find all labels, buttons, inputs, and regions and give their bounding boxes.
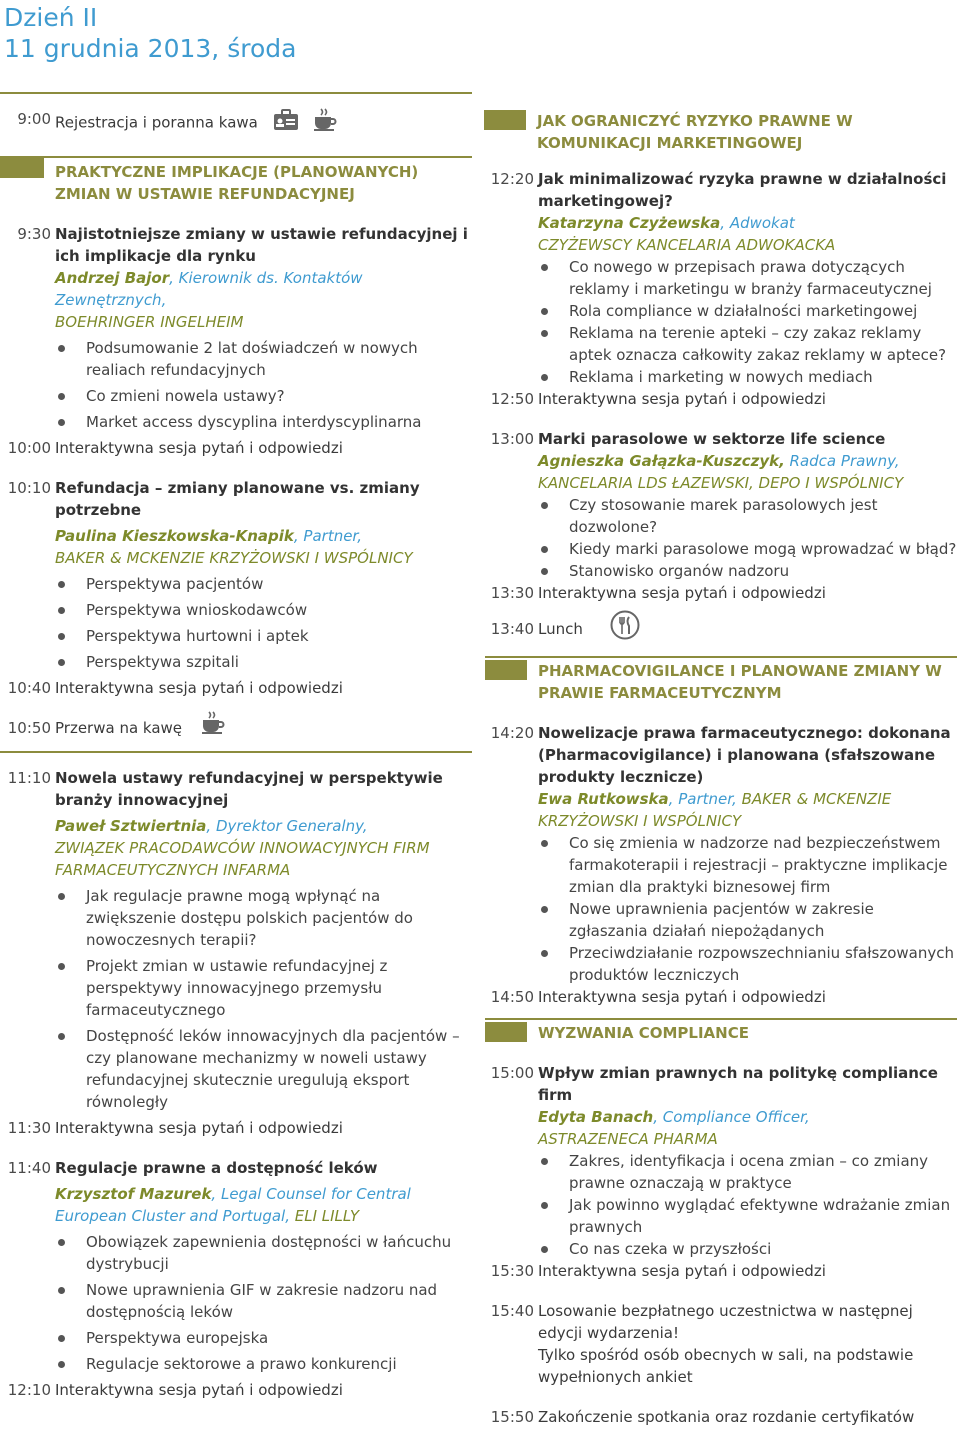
bullet-list [483, 494, 957, 582]
lottery-note: Tylko spośród osób obecnych w sali, na podstawie wypełnionych ankiet [538, 1346, 914, 1386]
fork-knife-icon [610, 610, 640, 646]
list-item: Jak powinno wyglądać efektywne wdrażanie zmian prawnych [538, 1194, 957, 1238]
bullet-list [0, 885, 472, 1113]
coffee-text: Przerwa na kawę [55, 719, 183, 737]
list-item: Perspektywa europejska [55, 1327, 472, 1349]
talk-title: Regulacje prawne a dostępność leków [55, 1159, 378, 1177]
closing-row [483, 1406, 957, 1428]
time-label: 15:00 [490, 1064, 534, 1082]
speaker-role: , Adwokat [720, 214, 795, 232]
bullet-list [0, 573, 472, 673]
qa-text: Interaktywna sesja pytań i odpowiedzi [55, 1119, 343, 1137]
bullet-list [483, 832, 957, 986]
badge-icon [273, 109, 299, 137]
section-header [0, 158, 472, 205]
talk-row [0, 1157, 472, 1179]
list-item: Co nas czeka w przyszłości [538, 1238, 957, 1260]
section-marker [0, 158, 44, 178]
left-column [0, 92, 472, 1401]
section-marker [485, 660, 527, 680]
day-label: Dzień II [4, 3, 98, 32]
list-item: Czy stosowanie marek parasolowych jest dozwolone? [538, 494, 957, 538]
speaker-role: , Compliance Officer, [653, 1108, 810, 1126]
list-item: Obowiązek zapewnienia dostępności w łańcuchu dystrybucji [55, 1231, 472, 1275]
speaker-name: Paulina Kieszkowska-Knapik [55, 527, 294, 545]
speaker [538, 212, 957, 256]
time-label: 15:30 [490, 1262, 534, 1280]
section-title: PHARMACOVIGILANCE I PLANOWANE ZMIANY W PRAWIE FARMACEUTYCZNYM [538, 662, 942, 702]
section-title: WYZWANIA COMPLIANCE [538, 1024, 749, 1042]
section-header [483, 110, 957, 154]
speaker-name: Paweł Sztwiertnia [55, 817, 207, 835]
company-name: ELI LILLY [294, 1207, 359, 1225]
list-item: Regulacje sektorowe a prawo konkurencji [55, 1353, 472, 1375]
qa-row [0, 437, 472, 459]
list-item: Reklama na terenie apteki – czy zakaz reklamy aptek oznacza całkowity zakaz reklamy w aptece? [538, 322, 957, 366]
qa-row [483, 1260, 957, 1282]
registration-text: Rejestracja i poranna kawa [55, 113, 258, 132]
qa-text: Interaktywna sesja pytań i odpowiedzi [55, 439, 343, 457]
qa-text: Interaktywna sesja pytań i odpowiedzi [55, 679, 343, 697]
talk-row [483, 1062, 957, 1106]
bullet-list [483, 1150, 957, 1260]
time-label: 10:40 [7, 679, 51, 697]
section-title: PRAKTYCZNE IMPLIKACJE (PLANOWANYCH) ZMIAN W USTAWIE REFUNDACYJNEJ [55, 163, 419, 203]
time-label: 11:10 [7, 769, 51, 787]
list-item: Co zmieni nowela ustawy? [55, 385, 472, 407]
time-label: 15:40 [490, 1302, 534, 1320]
time-label: 12:10 [7, 1381, 51, 1399]
lottery-row [483, 1300, 957, 1388]
list-item: Perspektywa wnioskodawców [55, 599, 472, 621]
right-column [483, 110, 957, 1428]
talk-title: Nowelizacje prawa farmaceutycznego: dokonana (Pharmacovigilance) i planowana (sfałszowane produkty lecznicze) [538, 724, 951, 786]
speaker-role: , Partner, [668, 790, 737, 808]
company-name: KANCELARIA LDS ŁAZEWSKI, DEPO I WSPÓLNICY [538, 474, 904, 492]
speaker [55, 1183, 472, 1227]
speaker-name: Krzysztof Mazurek [55, 1185, 212, 1203]
company-name: ZWIĄZEK PRACODAWCÓW INNOWACYJNYCH FIRM FARMACEUTYCZNYCH INFARMA [55, 839, 430, 879]
talk-row [0, 223, 472, 267]
lottery-text: Losowanie bezpłatnego uczestnictwa w następnej edycji wydarzenia! [538, 1302, 913, 1342]
company-name: BAKER & MCKENZIE KRZYŻOWSKI I WSPÓLNICY [55, 549, 413, 567]
time-label: 11:40 [7, 1159, 51, 1177]
coffee-cup-icon [313, 108, 337, 138]
section-marker [485, 1022, 527, 1042]
qa-row [483, 388, 957, 410]
registration-row [0, 108, 472, 138]
talk-title: Refundacja – zmiany planowane vs. zmiany potrzebne [55, 479, 420, 519]
talk-row [0, 477, 472, 521]
list-item: Perspektywa hurtowni i aptek [55, 625, 472, 647]
speaker-name: Edyta Banach [538, 1108, 654, 1126]
list-item: Rola compliance w działalności marketingowej [538, 300, 957, 322]
talk-title: Nowela ustawy refundacyjnej w perspektywie branży innowacyjnej [55, 769, 443, 809]
talk-title: Najistotniejsze zmiany w ustawie refundacyjnej i ich implikacje dla rynku [55, 225, 468, 265]
time-label: 10:50 [7, 719, 51, 737]
qa-row [483, 582, 957, 604]
speaker-name: Agnieszka Gałązka-Kuszczyk, [538, 452, 785, 470]
company-name: BAKER & MCKENZIE KRZYŻOWSKI I WSPÓLNICY [538, 790, 892, 830]
qa-text: Interaktywna sesja pytań i odpowiedzi [55, 1381, 343, 1399]
speaker-role: , Dyrektor Generalny, [206, 817, 368, 835]
speaker [538, 450, 957, 494]
bullet-list [483, 256, 957, 388]
section-header [483, 1022, 957, 1044]
talk-title: Wpływ zmian prawnych na politykę compliance firm [538, 1064, 938, 1104]
date-label: 11 grudnia 2013, środa [4, 34, 297, 63]
talk-row [483, 168, 957, 212]
list-item: Podsumowanie 2 lat doświadczeń w nowych realiach refundacyjnych [55, 337, 472, 381]
list-item: Projekt zmian w ustawie refundacyjnej z perspektywy innowacyjnego przemysłu farmaceutycznego [55, 955, 472, 1021]
time-label: 10:10 [7, 479, 51, 497]
coffee-cup-icon [201, 711, 225, 741]
time-label: 15:50 [490, 1408, 534, 1426]
divider [485, 1018, 957, 1020]
section-header [483, 660, 957, 704]
qa-text: Interaktywna sesja pytań i odpowiedzi [538, 584, 826, 602]
time-label: 13:00 [490, 430, 534, 448]
list-item: Dostępność leków innowacyjnych dla pacjentów – czy planowane mechanizmy w noweli ustawy refundacyjnej skutecznie uregulują eksport równoległy [55, 1025, 472, 1113]
talk-title: Marki parasolowe w sektorze life science [538, 430, 886, 448]
list-item: Kiedy marki parasolowe mogą wprowadzać w błąd? [538, 538, 957, 560]
speaker-name: Ewa Rutkowska [538, 790, 669, 808]
speaker [55, 267, 472, 333]
qa-row [0, 677, 472, 699]
bullet-list [0, 1231, 472, 1375]
list-item: Co się zmienia w nadzorze nad bezpieczeństwem farmakoterapii i rejestracji – praktyczne implikacje zmian dla praktyki biznesowej firm [538, 832, 957, 898]
talk-row [483, 722, 957, 788]
speaker-role: , Kierownik ds. Kontaktów Zewnętrznych, [55, 269, 363, 309]
list-item: Market access dyscyplina interdyscyplinarna [55, 411, 472, 433]
speaker-role: Radca Prawny, [784, 452, 900, 470]
talk-title: Jak minimalizować ryzyka prawne w działalności marketingowej? [538, 170, 947, 210]
company-name: BOEHRINGER INGELHEIM [55, 313, 244, 331]
list-item: Jak regulacje prawne mogą wpłynąć na zwiększenie dostępu polskich pacjentów do nowoczesnych terapii? [55, 885, 472, 951]
talk-row [0, 767, 472, 811]
time-label: 9:30 [17, 225, 51, 243]
bullet-list [0, 337, 472, 433]
qa-text: Interaktywna sesja pytań i odpowiedzi [538, 988, 826, 1006]
list-item: Stanowisko organów nadzoru [538, 560, 957, 582]
list-item: Nowe uprawnienia GIF w zakresie nadzoru nad dostępnością leków [55, 1279, 472, 1323]
company-name: ASTRAZENECA PHARMA [538, 1130, 718, 1148]
time-label: 13:30 [490, 584, 534, 602]
talk-row [483, 428, 957, 450]
time-label: 9:00 [17, 110, 51, 128]
time-label: 12:20 [490, 170, 534, 188]
time-label: 12:50 [490, 390, 534, 408]
speaker-role: , Partner, [293, 527, 362, 545]
speaker-role: , Legal Counsel for Central European Cluster and Portugal, [55, 1185, 411, 1225]
time-label: 10:00 [7, 439, 51, 457]
list-item: Zakres, identyfikacja i ocena zmian – co zmiany prawne oznaczają w praktyce [538, 1150, 957, 1194]
qa-text: Interaktywna sesja pytań i odpowiedzi [538, 1262, 826, 1280]
speaker-name: Katarzyna Czyżewska [538, 214, 721, 232]
lunch-row [483, 618, 957, 646]
qa-row [0, 1379, 472, 1401]
list-item: Nowe uprawnienia pacjentów w zakresie zgłaszania działań niepożądanych [538, 898, 957, 942]
section-title: JAK OGRANICZYĆ RYZYKO PRAWNE W KOMUNIKACJI MARKETINGOWEJ [537, 112, 853, 152]
qa-row [0, 1117, 472, 1139]
list-item: Reklama i marketing w nowych mediach [538, 366, 957, 388]
speaker [538, 1106, 957, 1150]
divider [485, 656, 957, 658]
qa-row [483, 986, 957, 1008]
speaker [538, 788, 957, 832]
lunch-text: Lunch [538, 620, 583, 638]
speaker [55, 525, 472, 569]
coffee-row [0, 717, 472, 741]
list-item: Co nowego w przepisach prawa dotyczących reklamy i marketingu w branży farmaceutycznej [538, 256, 957, 300]
closing-text: Zakończenie spotkania oraz rozdanie certyfikatów [538, 1408, 915, 1426]
time-label: 14:20 [490, 724, 534, 742]
speaker [55, 815, 472, 881]
qa-text: Interaktywna sesja pytań i odpowiedzi [538, 390, 826, 408]
page-title [4, 2, 296, 64]
time-label: 11:30 [7, 1119, 51, 1137]
list-item: Perspektywa pacjentów [55, 573, 472, 595]
speaker-name: Andrzej Bajor [55, 269, 170, 287]
company-name: CZYŻEWSCY KANCELARIA ADWOKACKA [538, 236, 836, 254]
list-item: Perspektywa szpitali [55, 651, 472, 673]
list-item: Przeciwdziałanie rozpowszechnianiu sfałszowanych produktów leczniczych [538, 942, 957, 986]
section-marker [484, 110, 526, 130]
time-label: 13:40 [490, 620, 534, 638]
time-label: 14:50 [490, 988, 534, 1006]
